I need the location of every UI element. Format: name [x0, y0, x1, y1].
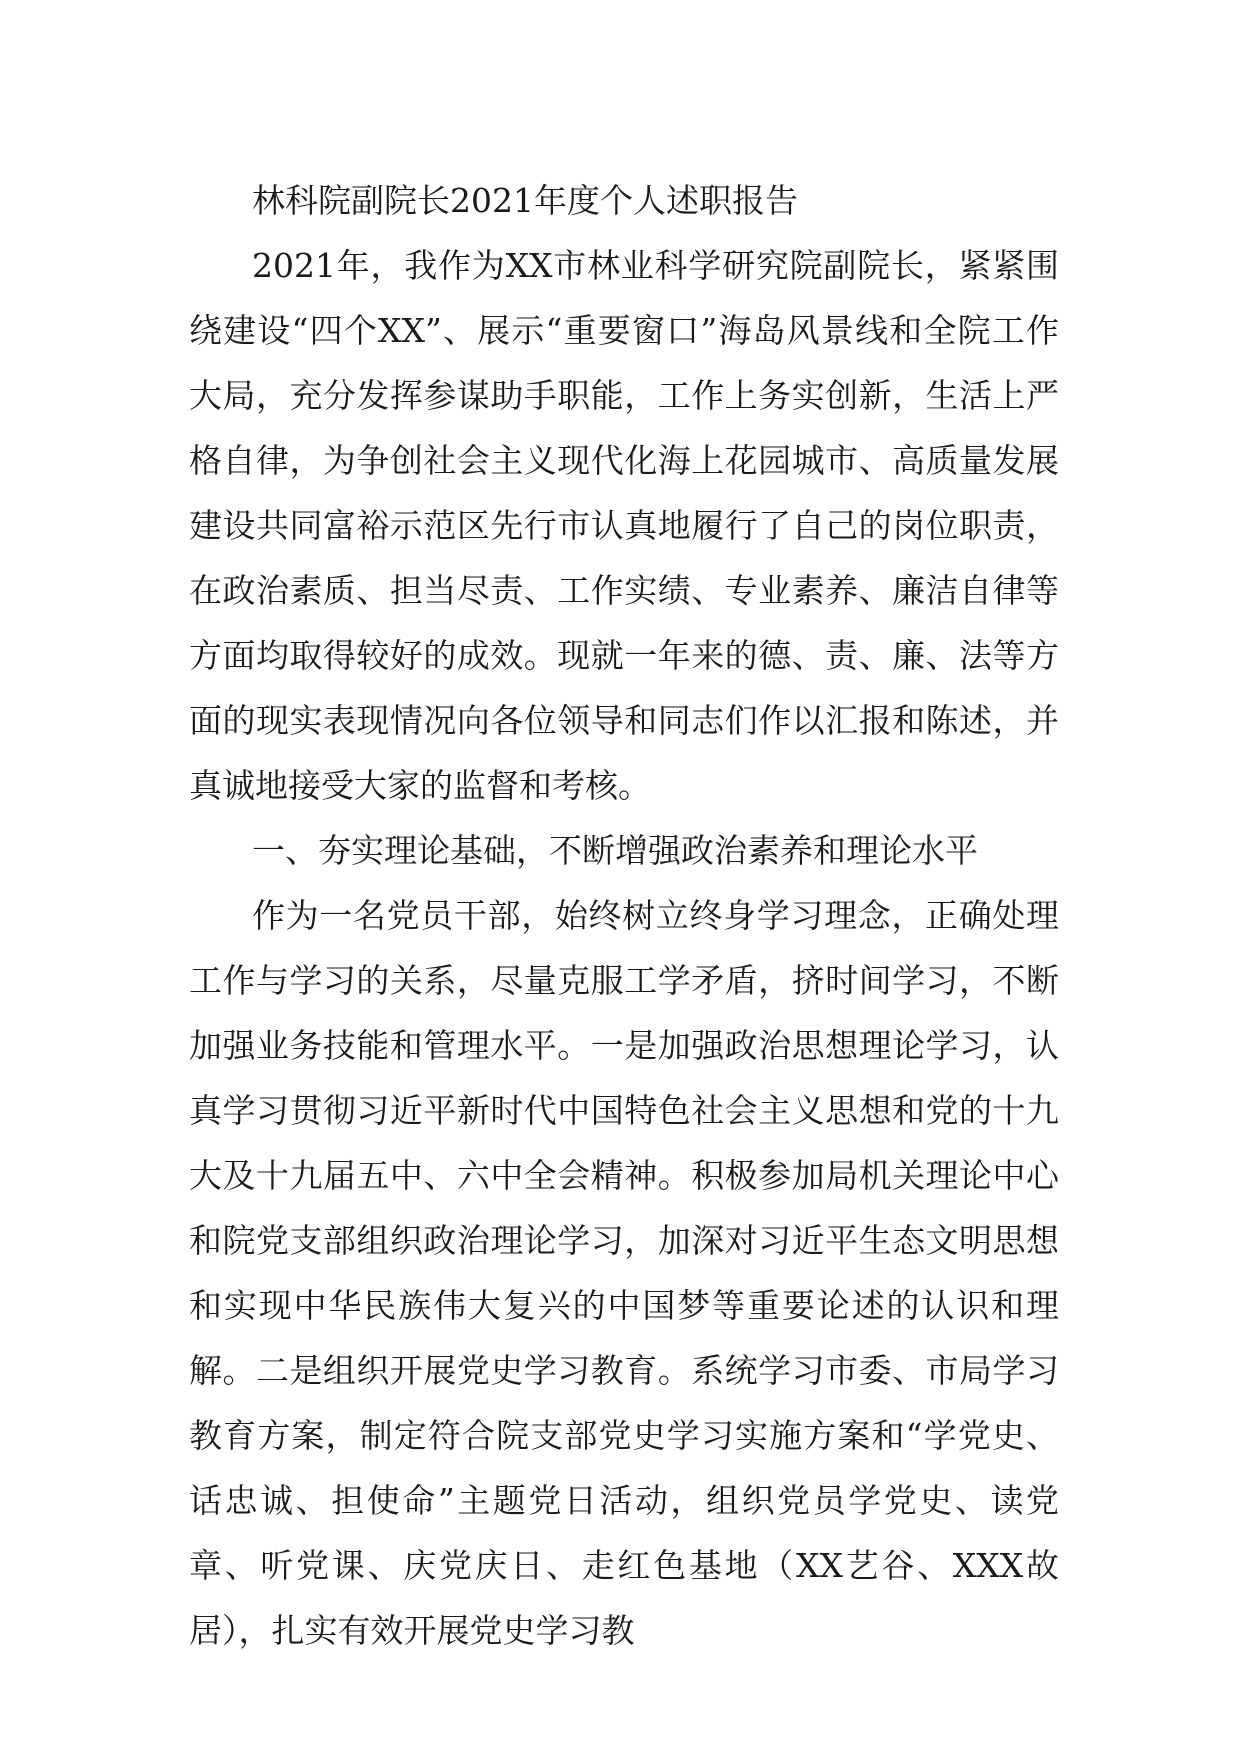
section-heading: 一、夯实理论基础，不断增强政治素养和理论水平	[252, 831, 978, 870]
section-paragraph: 作为一名党员干部，始终树立终身学习理念，正确处理工作与学习的关系，尽量克服工学矛盾，挤时间学习，不断加强业务技能和管理水平。一是加强政治思想理论学习，认真学习贯彻习近平新时代中国特色社会主义思想和党的十九大及十九届五中、六中全会精神。积极参加局机关理论中心和院党支部组织政治理论学习，加深对习近平生态文明思想和实现中华民族伟大复兴的中国梦等重要论述的认识和理解。二是组织开展党史学习教育。系统学习市委、市局学习教育方案，制定符合院支部党史学习实施方案和“学党史、话忠诚、担使命”主题党日活动，组织党员学党史、读党章、听党课、庆党庆日、走红色基地（XX艺谷、XXX故居），扎实有效开展党史学习教	[189, 896, 1059, 1650]
document-title: 林科院副院长2021年度个人述职报告	[252, 181, 798, 220]
document-body	[189, 168, 1059, 1663]
intro-paragraph: 2021年，我作为XX市林业科学研究院副院长，紧紧围绕建设“四个XX”、展示“重要窗口”海岛风景线和全院工作大局，充分发挥参谋助手职能，工作上务实创新，生活上严格自律，为争创社会主义现代化海上花园城市、高质量发展建设共同富裕示范区先行市认真地履行了自己的岗位职责，在政治素质、担当尽责、工作实绩、专业素养、廉洁自律等方面均取得较好的成效。现就一年来的德、责、廉、法等方面的现实表现情况向各位领导和同志们作以汇报和陈述，并真诚地接受大家的监督和考核。	[189, 246, 1059, 805]
